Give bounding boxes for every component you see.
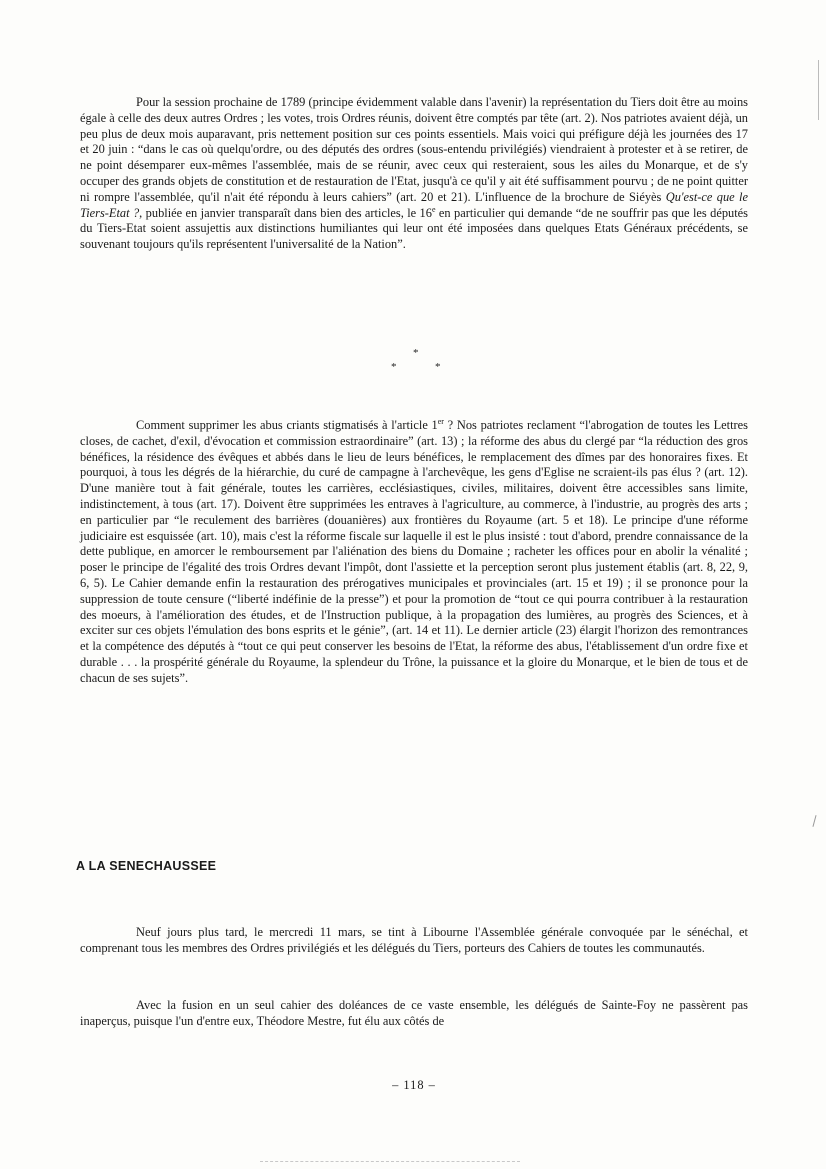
paragraph-text: ? Nos patriotes reclament “l'abrogation de toutes les Lettres closes, de cachet, d'exil, d'évocation et commission estraordinaire” (art. 13) ; la réforme des abus du clergé par “la réduction des gros bénéfices, la résidence des évêques et abbés dans le lieu de leurs bénéfices, le remplacement des dîmes par des honoraires fixes. Et pourquoi, à tous les dégrés de la hiérarchie, du curé de campagne à l'archevêque, les gens d'Eglise ne scraient-ils pas élus ? (art. 12). D'une manière tout à fait générale, toutes les carrières, ecclésiastiques, civiles, militaires, doivent être accessibles sans limite, indistinctement, à tous (art. 17). Doivent être supprimées les entraves à l'agriculture, au commerce, à l'industrie, au progrès des arts ; en particulier par “le reculement des barrières (douanières) aux frontières du Royaume (art. 5 et 18). Le principe d'une réforme judiciaire est esquissée (art. 10), mais c'est la réforme fiscale sur laquelle il est le plus insisté : tout d'abord, prendre connaissance de la dette publique, en amorcer le remboursement par l'aliénation des biens du Domaine ; racheter les offices pour en abolir la vénalité ; poser le principe de l'égalité des trois Ordres devant l'impôt, dont l'assiette et la perception seront plus justement établis (art. 8, 22, 9, 6, 5). Le Cahier demande enfin la restauration des prérogatives municipales et provinciales (art. 15 et 19) ; il se prononce pour la suppression de toute censure (“liberté indéfinie de la presse”) et pour la promotion de “tout ce qui pourra contribuer à la restauration des moeurs, à l'amélioration des études, et de l'Instruction publique, à la propagation des lumières, au progrès des Sciences, et à exciter sur ces objets l'émulation des bons esprits et le génie”, (art. 14 et 11). Le dernier article (23) élargit l'horizon des remontrances et la compétence des députés à “tout ce qui peut conserver les besoins de l'Etat, la réforme des abus, l'établissement d'un ordre fixe et durable . . . la prospérité générale du Royaume, la splendeur du Trône, la puissance et la gloire du Monarque, et le bien de tous et de chacun de ses sujets”. [80,418,748,685]
superscript: er [437,416,444,426]
section-heading: A LA SENECHAUSSEE [76,859,217,873]
scan-margin-line [818,60,819,120]
paragraph-text: en particulier qui demande “de ne souffrir pas que les députés du Tiers-Etat soient assujettis aux distinctions humiliantes qui leur ont été imposées dans quelques Etats Généraux précédents, se souvenant toujours qu'ils représentent l'universalité de la Nation”. [80,205,748,252]
scan-margin-mark [812,815,816,827]
scan-edge-artifact [260,1161,520,1163]
paragraph-text: Neuf jours plus tard, le mercredi 11 mars, se tint à Libourne l'Assemblée générale convoquée par le sénéchal, et comprenant tous les membres des Ordres privilégiés et les délégués du Tiers, porteurs des Cahiers de toutes les communautés. [80,925,748,955]
asterisk: * [413,347,419,359]
paragraph-text: , publiée en janvier transparaît dans bien des articles, le 16 [139,205,432,220]
paragraph-libourne [80,925,748,957]
asterism-separator [80,347,748,373]
superscript: e [431,204,436,214]
paragraph-text: Comment supprimer les abus criants stigmatisés à l'article 1 [136,418,438,432]
paragraph-text: Pour la session prochaine de 1789 (principe évidemment valable dans l'avenir) la représentation du Tiers doit être au moins égale à celle des deux autres Ordres ; les votes, trois Ordres réunis, doivent être comptés par tête (art. 2). Nos patriotes avaient déjà, un peu plus de deux mois auparavant, pris nettement position sur ces points essentiels. Mais voici qui préfigure déjà les journées des 17 et 20 juin : “dans le cas où quelqu'ordre, ou des députés des ordres (sous-entendu privilégiés) viendraient à protester et à se retirer, de ne point désemparer eux-mêmes l'assemblée, mais de se réunir, avec ceux qui resteraient, sous les ailes du Monarque, et de s'y occuper des grands objets de constitution et de restauration de l'Etat, jusqu'à ce qu'il y ait été suffisamment pourvu ; de ne point quitter ni rompre l'assemblée, qu'il n'ait été répondu à leurs cahiers” (art. 20 et 21). L'influence de la brochure de Siéyès [80,95,748,204]
paragraph-abus [80,418,748,687]
paragraph-sainte-foy [80,998,748,1030]
paragraph-representation-tiers [80,95,748,253]
paragraph-text: Avec la fusion en un seul cahier des doléances de ce vaste ensemble, les délégués de Sainte-Foy ne passèrent pas inaperçus, puisque l'un d'entre eux, Théodore Mestre, fut élu aux côtés de [80,998,748,1028]
book-title: Qu'est-ce que le Tiers-Etat ? [80,189,748,220]
page-number: – 118 – [392,1078,436,1092]
asterisk: * [391,361,397,373]
asterisk: * [435,361,441,373]
